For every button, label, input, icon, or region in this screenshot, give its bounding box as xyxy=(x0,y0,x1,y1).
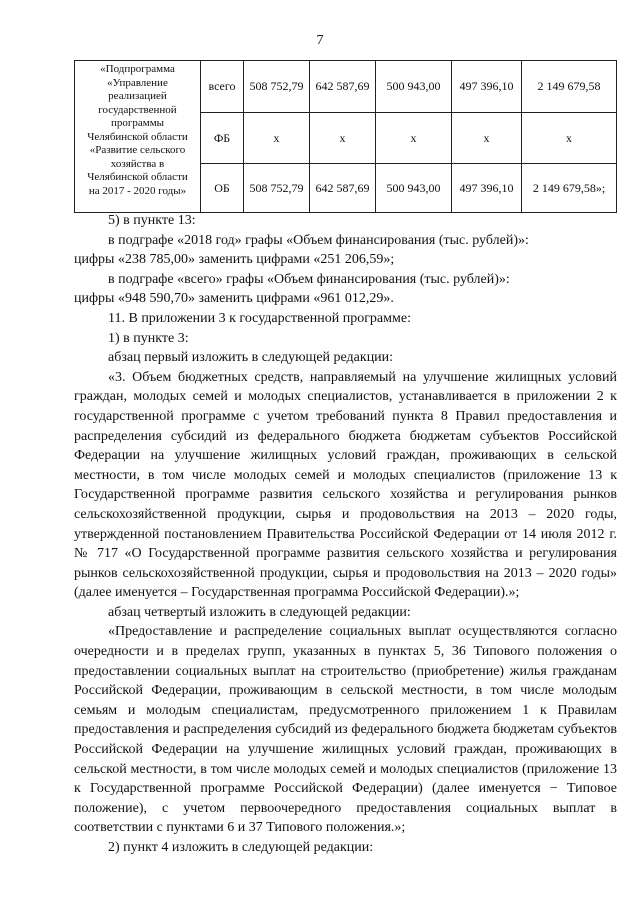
paragraph: абзац первый изложить в следующей редакции: xyxy=(108,350,394,366)
paragraph: в подграфе «всего» графы «Объем финансирования (тыс. рублей)»: xyxy=(108,271,510,287)
program-name-cell xyxy=(75,61,201,213)
row-label: ОБ xyxy=(201,164,244,213)
paragraph: цифры «238 785,00» заменить цифрами «251 206,59»; xyxy=(74,252,395,268)
table-cell: 508 752,79 xyxy=(244,61,310,113)
program-name-line: Челябинской области xyxy=(87,130,188,143)
program-name-line: на 2017 - 2020 годы» xyxy=(88,184,187,197)
table-cell: x xyxy=(522,113,617,164)
page-number: 7 xyxy=(316,33,324,48)
program-name-line: реализацией xyxy=(108,90,167,102)
paragraph: 1) в пункте 3: xyxy=(108,330,189,346)
table-cell: 500 943,00 xyxy=(376,164,452,213)
row-label: ФБ xyxy=(201,113,244,164)
table-cell: 497 396,10 xyxy=(452,164,522,213)
paragraph: «3. Объем бюджетных средств, направляемый на улучшение жилищных условий граждан, молодых семей и молодых специалистов, устанавливается в приложении 2 к государственной программе с учетом требований пункта 8 Правил предоставления и распределения субсидий из федерального бюджета бюджетам субъектов Российской Федерации на улучшение жилищных условий граждан, проживающих в сельской местности, в том числе молодых семей и молодых специалистов (приложение 13 к Государственной программе развития сельского хозяйства и регулирования рынков сельскохозяйственной продукции, сырья и продовольствия на 2013 – 2020 годы, утвержденной постановлением Правительства Российской Федерации от 14 июля 2012 г. № 717 «О Государственной программе развития сельского хозяйства и регулирования рынков сельскохозяйственной продукции, сырья и продовольствия на 2013 – 2020 годы» (далее именуется – Государственная программа Российской Федерации).»; xyxy=(74,369,617,601)
table-cell: 642 587,69 xyxy=(310,61,376,113)
financing-table xyxy=(74,60,617,213)
document-body xyxy=(74,211,617,858)
program-name-line: государственной xyxy=(98,103,177,116)
table-cell: x xyxy=(452,113,522,164)
paragraph: 2) пункт 4 изложить в следующей редакции: xyxy=(108,840,374,855)
paragraph: в подграфе «2018 год» графы «Объем финансирования (тыс. рублей)»: xyxy=(108,232,529,248)
paragraph: «Предоставление и распределение социальных выплат осуществляются согласно очередности и в пределах групп, указанных в пунктах 5, 36 Типового положения о предоставлении социальных выплат на строительство (приобретение) жилья гражданам Российской Федерации, проживающим в сельской местности, в том числе молодым семьям и молодым специалистам, предусмотренного приложением 1 к Правилам предоставления и распределения субсидий из федерального бюджета бюджетам субъектов Российской Федерации на улучшение жилищных условий граждан, проживающих в сельской местности, в том числе молодых семей и молодых специалистов (приложение 13 к Государственной программе Российской Федерации) (далее именуется − Типовое положение), с учетом первоочередного предоставления социальных выплат в соответствии с пунктами 6 и 37 Типового положения.»; xyxy=(74,624,617,836)
program-name-line: хозяйства в xyxy=(110,157,165,170)
table-cell: 508 752,79 xyxy=(244,164,310,213)
table-cell: x xyxy=(376,113,452,164)
paragraph: 11. В приложении 3 к государственной программе: xyxy=(108,310,411,326)
program-name-line: «Развитие сельского xyxy=(89,144,186,156)
table-cell: 500 943,00 xyxy=(376,61,452,113)
table-cell: 2 149 679,58»; xyxy=(522,164,617,213)
program-name-line: программы xyxy=(110,117,165,129)
table-row xyxy=(75,61,617,113)
paragraph: абзац четвертый изложить в следующей редакции: xyxy=(108,604,411,620)
program-name-line: «Подпрограмма xyxy=(100,63,175,75)
paragraph: 5) в пункте 13: xyxy=(108,213,196,228)
table-cell: 497 396,10 xyxy=(452,61,522,113)
paragraph: цифры «948 590,70» заменить цифрами «961 012,29». xyxy=(74,291,394,307)
table-cell: 642 587,69 xyxy=(310,164,376,213)
program-name-line: «Управление xyxy=(107,76,168,89)
table-cell: x xyxy=(244,113,310,164)
program-name-line: Челябинской области xyxy=(87,171,188,183)
table-cell: x xyxy=(310,113,376,164)
row-label: всего xyxy=(201,61,244,113)
table-cell: 2 149 679,58 xyxy=(522,61,617,113)
